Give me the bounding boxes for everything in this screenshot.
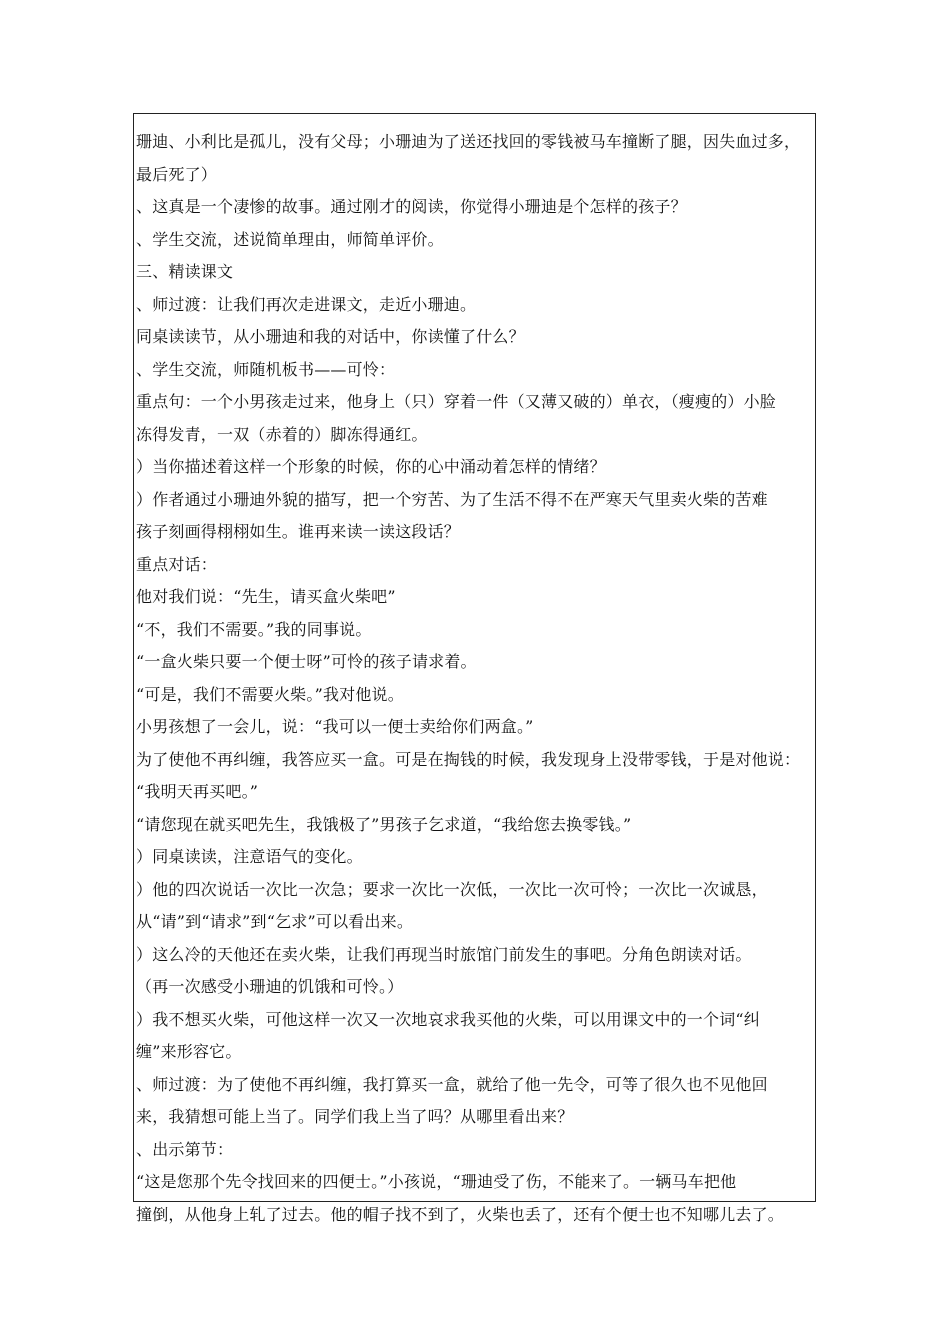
text-line: 冻得发青，一双（赤着的）脚冻得通红。 bbox=[136, 424, 428, 444]
text-line: 、学生交流，师随机板书——可怜： bbox=[136, 359, 396, 379]
text-line: “这是您那个先令找回来的四便士。”小孩说，“珊迪受了伤，不能来了。一辆马车把他 bbox=[136, 1172, 737, 1191]
text-line: 他对我们说：“先生，请买盒火柴吧” bbox=[136, 587, 396, 606]
text-line: “可是，我们不需要火柴。”我对他说。 bbox=[136, 684, 404, 704]
text-line: 、师过渡：为了使他不再纠缠，我打算买一盒，就给了他一先令，可等了很久也不见他回 bbox=[136, 1074, 768, 1094]
text-line: ）当你描述着这样一个形象的时候，你的心中涌动着怎样的情绪？ bbox=[136, 457, 606, 476]
text-line: 珊迪、小利比是孤儿，没有父母；小珊迪为了送还找回的零钱被马车撞断了腿，因失血过多， bbox=[136, 132, 801, 151]
text-line: 为了使他不再纠缠，我答应买一盒。可是在掏钱的时候，我发现身上没带零钱，于是对他说： bbox=[136, 749, 801, 769]
text-line: （再一次感受小珊迪的饥饿和可怜。） bbox=[136, 977, 404, 996]
document-frame bbox=[133, 113, 816, 1224]
text-line: 、学生交流，述说简单理由，师简单评价。 bbox=[136, 229, 444, 249]
text-line: ）同桌读读，注意语气的变化。 bbox=[136, 847, 363, 866]
text-line: ）这么冷的天他还在卖火柴，让我们再现当时旅馆门前发生的事吧。分角色朗读对话。 bbox=[136, 944, 752, 964]
text-line: “我明天再买吧。” bbox=[136, 782, 259, 801]
text-line: 撞倒，从他身上轧了过去。他的帽子找不到了，火柴也丢了，还有个便士也不知哪儿去了。 bbox=[136, 1204, 785, 1224]
text-line: 孩子刻画得栩栩如生。谁再来读一读这段话？ bbox=[136, 522, 461, 541]
text-line: 重点对话： bbox=[136, 554, 218, 574]
text-line: 、这真是一个凄惨的故事。通过刚才的阅读，你觉得小珊迪是个怎样的孩子？ bbox=[136, 197, 687, 216]
text-line: 三、精读课文 bbox=[136, 262, 234, 281]
text-line: 从“请”到“请求”到“乞求”可以看出来。 bbox=[136, 912, 414, 931]
document-body bbox=[136, 126, 826, 1231]
text-line: 最后死了） bbox=[136, 164, 218, 184]
text-line: ）作者通过小珊迪外貌的描写，把一个穷苦、为了生活不得不在严寒天气里卖火柴的苦难 bbox=[136, 489, 768, 509]
text-line: 重点句：一个小男孩走过来，他身上（只）穿着一件（又薄又破的）单衣，（瘦瘦的）小脸 bbox=[136, 392, 777, 411]
text-line: ）他的四次说话一次比一次急；要求一次比一次低，一次比一次可怜；一次比一次诚恳， bbox=[136, 879, 768, 899]
text-line: 、师过渡：让我们再次走进课文，走近小珊迪。 bbox=[136, 294, 477, 314]
text-line: “不，我们不需要。”我的同事说。 bbox=[136, 619, 372, 639]
text-line: “一盒火柴只要一个便士呀”可怜的孩子请求着。 bbox=[136, 652, 477, 671]
text-line: 同桌读读节，从小珊迪和我的对话中，你读懂了什么？ bbox=[136, 327, 525, 346]
text-line: ）我不想买火柴，可他这样一次又一次地哀求我买他的火柴，可以用课文中的一个词“纠 bbox=[136, 1009, 760, 1029]
text-line: 、出示第节： bbox=[136, 1139, 234, 1159]
text-line: “请您现在就买吧先生，我饿极了”男孩子乞求道，“我给您去换零钱。” bbox=[136, 814, 632, 834]
text-line: 小男孩想了一会儿，说：“我可以一便士卖给你们两盒。” bbox=[136, 717, 534, 736]
text-line: 缠”来形容它。 bbox=[136, 1042, 242, 1061]
text-line: 来，我猜想可能上当了。同学们我上当了吗？从哪里看出来？ bbox=[136, 1107, 574, 1126]
